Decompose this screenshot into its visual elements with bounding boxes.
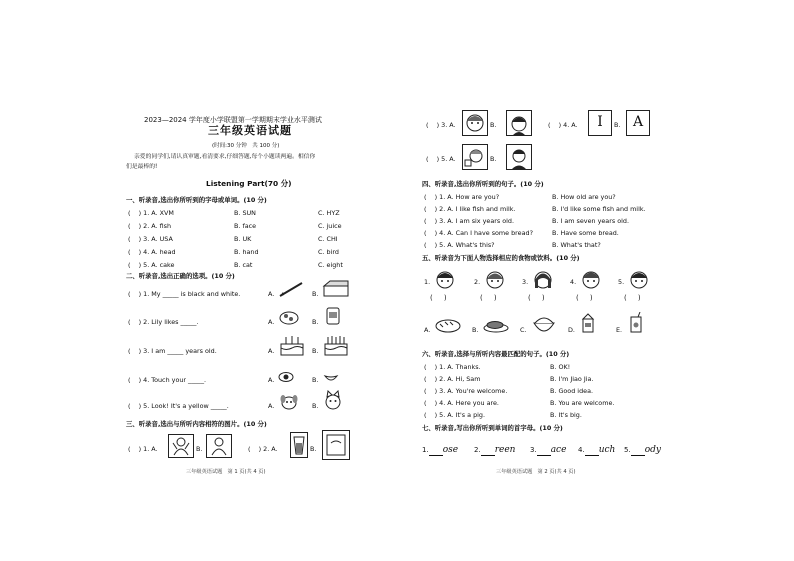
option-b-label: B. — [312, 347, 319, 355]
option-c: C. CHI — [318, 235, 338, 243]
answer-blank[interactable]: ( ) — [528, 294, 545, 302]
list-item: ( ) 4. A. Can I have some bread? — [424, 229, 533, 237]
fish-dish-icon — [482, 316, 510, 334]
picture-5a — [462, 144, 488, 170]
word-item — [578, 444, 615, 456]
option-b: B. face — [234, 222, 257, 230]
list-item: ( ) 1. A. How are you? — [424, 193, 500, 201]
option-a: 2. A. Hi, Sam — [439, 375, 481, 383]
eye-icon — [278, 370, 294, 384]
picture-2a — [290, 432, 308, 458]
section-2-heading: 二、听录音,选出正确的选项。(10 分) — [126, 272, 235, 280]
person-number: 1. — [424, 278, 431, 286]
list-item: ( ) 4. A. Here you are. — [424, 399, 499, 407]
list-item: ( ) 2. A. — [248, 445, 278, 453]
word-ending: uch — [598, 445, 616, 455]
option-b-label: B. — [196, 445, 203, 453]
juice-box-icon — [628, 312, 644, 334]
option-a: 4. A. head — [143, 248, 176, 256]
question-text: 4. Touch your _____. — [143, 376, 207, 384]
option-c: C. eight — [318, 261, 343, 269]
person-face-icon — [580, 268, 602, 290]
letter-blank[interactable] — [631, 455, 645, 456]
part-title: Listening Part(70 分) — [206, 179, 292, 188]
list-item: ( ) 5. A. What's this? — [424, 241, 495, 249]
cat-icon — [322, 390, 344, 412]
option-a: 1. A. Thanks. — [439, 363, 481, 371]
question-number: 5. A. — [441, 155, 456, 163]
option-b: B. I am seven years old. — [552, 217, 629, 225]
list-item: ( ) 3. A. USA — [128, 235, 173, 243]
letter-blank[interactable] — [537, 455, 551, 456]
option-a: 5. A. It's a pig. — [439, 411, 485, 419]
girl-face-icon — [463, 111, 487, 135]
glass-icon — [291, 433, 307, 457]
picture-3a — [462, 110, 488, 136]
list-item: ( ) 3. A. — [426, 121, 456, 129]
question-number: 4. A. — [563, 121, 578, 129]
option-b-label: B. — [310, 445, 317, 453]
exam-meta: (时间:30 分钟 共 100 分) — [212, 143, 280, 149]
picture-1a — [168, 434, 194, 458]
option-b-label: B. — [490, 121, 497, 129]
intro-line-1: 亲爱的同学们,请认真审题,看清要求,仔细答题,每个小题读两遍。相信你 — [134, 154, 316, 160]
option-b: B. hand — [234, 248, 259, 256]
person-number: 5. — [618, 278, 625, 286]
option-a-label: A. — [268, 318, 275, 326]
list-item: ( ) 2. A. fish — [128, 222, 172, 230]
word-item — [474, 444, 515, 456]
option-b: B. UK — [234, 235, 252, 243]
word-number: 1. — [422, 446, 429, 454]
section-6-heading: 六、听录音,选择与所听内容最匹配的句子。(10 分) — [422, 350, 570, 358]
question-text: 2. Lily likes _____. — [143, 318, 199, 326]
bread-icon — [434, 316, 462, 334]
option-b-label: B. — [312, 376, 319, 384]
dog-icon — [278, 390, 300, 412]
food-letter: D. — [568, 326, 575, 334]
option-b: B. I'd like some fish and milk. — [552, 205, 646, 213]
option-b: B. Good idea. — [550, 387, 594, 395]
food-letter: C. — [520, 326, 527, 334]
option-a: 3. A. I am six years old. — [439, 217, 515, 225]
page-footer: 三年级英语试题 第 1 页(共 4 页) — [186, 469, 266, 475]
list-item: ( ) 4. A. — [548, 121, 578, 129]
list-item: ( ) 3. A. You're welcome. — [424, 387, 508, 395]
list-item: ( ) 1. My _____ is black and white. — [128, 290, 241, 298]
person-face-icon — [484, 268, 506, 290]
option-a: 4. A. Can I have some bread? — [439, 229, 533, 237]
option-a: 5. A. What's this? — [439, 241, 495, 249]
answer-blank[interactable]: ( ) — [430, 294, 447, 302]
option-c: C. HYZ — [318, 209, 340, 217]
option-a: 5. A. cake — [143, 261, 175, 269]
question-text: 3. I am _____ years old. — [143, 347, 217, 355]
option-a: 3. A. You're welcome. — [439, 387, 508, 395]
food-icon — [278, 306, 300, 326]
boy-face-icon — [507, 111, 531, 135]
option-c: C. juice — [318, 222, 342, 230]
exam-page-1 — [122, 100, 392, 480]
option-a: 1. A. How are you? — [439, 193, 500, 201]
option-b-label: B. — [312, 318, 319, 326]
person-face-icon — [532, 268, 554, 290]
option-b: B. OK! — [550, 363, 571, 371]
letter-blank[interactable] — [481, 455, 495, 456]
list-item: ( ) 4. Touch your _____. — [128, 376, 207, 384]
mouth-icon — [322, 368, 340, 386]
page-footer: 三年级英语试题 第 2 页(共 4 页) — [496, 469, 576, 475]
rice-bowl-icon — [532, 314, 556, 334]
section-5-heading: 五、听录音为下面人物选择相应的食物或饮料。(10 分) — [422, 254, 580, 262]
list-item: ( ) 3. I am _____ years old. — [128, 347, 217, 355]
word-ending: ose — [442, 445, 459, 455]
option-a-label: A. — [268, 376, 275, 384]
section-4-heading: 四、听录音,选出你所听到的句子。(10 分) — [422, 180, 544, 188]
cake-icon — [278, 332, 306, 358]
picture-4a — [588, 110, 612, 136]
intro-line-2: 们是最棒的! — [126, 164, 158, 170]
food-letter: A. — [424, 326, 431, 334]
answer-blank[interactable]: ( ) — [480, 294, 497, 302]
word-item — [422, 444, 458, 456]
person-face-icon — [434, 268, 456, 290]
letter-i: I — [597, 114, 603, 130]
question-number: 3. A. — [441, 121, 456, 129]
letter-a: A — [632, 114, 644, 130]
answer-blank[interactable]: ( ) — [576, 294, 593, 302]
pencil-box-icon — [322, 280, 350, 298]
list-item: ( ) 5. A. It's a pig. — [424, 411, 485, 419]
option-b: B. Have some bread. — [552, 229, 619, 237]
letter-blank[interactable] — [429, 455, 443, 456]
exam-page-2 — [418, 100, 688, 480]
list-item: ( ) 2. Lily likes _____. — [128, 318, 199, 326]
word-ending: ody — [644, 445, 661, 455]
option-b: B. SUN — [234, 209, 256, 217]
option-b-label: B. — [490, 155, 497, 163]
word-number: 2. — [474, 446, 481, 454]
question-number: 2. A. — [263, 445, 278, 453]
word-ending: ace — [550, 445, 567, 455]
cake-icon — [322, 332, 350, 358]
box-icon — [323, 431, 349, 459]
option-a: 2. A. I like fish and milk. — [439, 205, 516, 213]
drink-icon — [322, 304, 344, 326]
person-number: 4. — [570, 278, 577, 286]
pencil-icon — [278, 280, 304, 298]
list-item: ( ) 5. A. cake — [128, 261, 175, 269]
list-item: ( ) 1. A. — [128, 445, 158, 453]
boy-icon — [507, 145, 531, 169]
option-b: B. I'm Jiao Jia. — [550, 375, 594, 383]
word-item — [530, 444, 566, 456]
option-a: 1. A. XVM — [143, 209, 174, 217]
word-item — [624, 444, 661, 456]
list-item: ( ) 1. A. Thanks. — [424, 363, 481, 371]
section-1-heading: 一、听录音,选出你所听到的字母或单词。(10 分) — [126, 196, 267, 204]
option-a-label: A. — [268, 290, 275, 298]
word-number: 3. — [530, 446, 537, 454]
list-item: ( ) 4. A. head — [128, 248, 176, 256]
option-a: 4. A. Here you are. — [439, 399, 499, 407]
answer-blank[interactable]: ( ) — [624, 294, 641, 302]
girl-icon — [463, 145, 487, 169]
word-number: 4. — [578, 446, 585, 454]
exam-subtitle: 三年级英语试题 — [208, 124, 292, 137]
word-number: 5. — [624, 446, 631, 454]
option-a: 3. A. USA — [143, 235, 173, 243]
option-a: 2. A. fish — [143, 222, 172, 230]
food-letter: E. — [616, 326, 623, 334]
list-item: ( ) 2. A. Hi, Sam — [424, 375, 481, 383]
person-icon — [169, 435, 193, 457]
list-item: ( ) 1. A. XVM — [128, 209, 174, 217]
picture-5b — [506, 144, 532, 170]
option-b: B. cat — [234, 261, 253, 269]
option-b: B. It's big. — [550, 411, 582, 419]
list-item: ( ) 3. A. I am six years old. — [424, 217, 515, 225]
option-b-label: B. — [614, 121, 621, 129]
section-3-heading: 三、听录音,选出与所听内容相符的图片。(10 分) — [126, 420, 267, 428]
option-b: B. What's that? — [552, 241, 601, 249]
picture-3b — [506, 110, 532, 136]
option-b-label: B. — [312, 290, 319, 298]
picture-4b — [626, 110, 650, 136]
person-number: 3. — [522, 278, 529, 286]
person-number: 2. — [474, 278, 481, 286]
list-item: ( ) 5. Look! It's a yellow _____. — [128, 402, 229, 410]
list-item: ( ) 2. A. I like fish and milk. — [424, 205, 516, 213]
option-a-label: A. — [268, 402, 275, 410]
person-face-icon — [628, 268, 650, 290]
list-item: ( ) 5. A. — [426, 155, 456, 163]
question-text: 5. Look! It's a yellow _____. — [143, 402, 229, 410]
question-text: 1. My _____ is black and white. — [143, 290, 241, 298]
letter-blank[interactable] — [585, 455, 599, 456]
option-b: B. How old are you? — [552, 193, 616, 201]
option-b-label: B. — [312, 402, 319, 410]
picture-1b — [206, 434, 232, 458]
section-7-heading: 七、听录音,写出你所听到单词的首字母。(10 分) — [422, 424, 563, 432]
person-icon — [207, 435, 231, 457]
food-letter: B. — [472, 326, 479, 334]
option-a-label: A. — [268, 347, 275, 355]
picture-2b — [322, 430, 350, 460]
option-c: C. bird — [318, 248, 339, 256]
word-ending: reen — [494, 445, 516, 455]
milk-carton-icon — [580, 312, 596, 334]
exam-title: 2023—2024 学年度小学联盟第一学期期末学业水平测试 — [144, 116, 322, 124]
question-number: 1. A. — [143, 445, 158, 453]
option-b: B. You are welcome. — [550, 399, 615, 407]
